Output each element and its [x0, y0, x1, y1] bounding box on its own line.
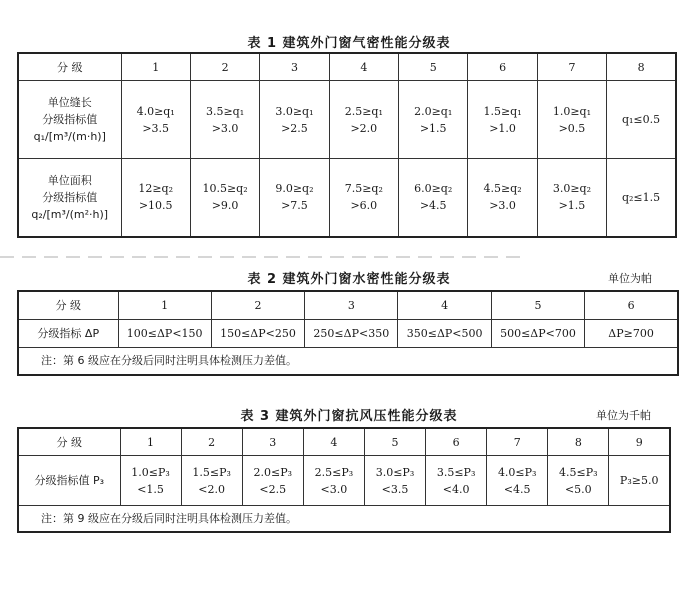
table1-header-row — [18, 53, 676, 81]
table3-row-label: 分级指标值 P₃ — [18, 456, 120, 506]
table1-grade: 7 — [537, 53, 606, 81]
range-upper: 1.0≥q₁ — [552, 104, 592, 118]
range-lower: >0.5 — [558, 121, 586, 135]
table3-value-row — [18, 456, 670, 506]
range-upper: 6.0≥q₂ — [414, 182, 453, 196]
table2-grade: 4 — [398, 291, 491, 319]
table3-cell — [364, 456, 425, 506]
range-lower: >3.5 — [142, 121, 170, 135]
range-upper: 2.5≥q₁ — [344, 104, 383, 118]
table1-row-q1 — [18, 81, 676, 159]
range-lower: >10.5 — [138, 199, 173, 213]
label-line: q₁/[m³/(m·h)] — [33, 130, 106, 143]
range-upper: 12≥q₂ — [138, 182, 174, 196]
range-lower: 1.0≤P₃ — [131, 465, 170, 479]
table2-cell: ΔP≥700 — [585, 319, 678, 347]
range-lower: >9.0 — [211, 199, 239, 213]
table1-cell — [468, 159, 537, 237]
table1-cell — [329, 159, 398, 237]
table1-cell — [468, 81, 537, 159]
table1-grade: 1 — [121, 53, 190, 81]
range-upper: 3.0≥q₁ — [275, 104, 314, 118]
table2-grade: 5 — [491, 291, 584, 319]
table3-grade: 8 — [548, 428, 609, 456]
table2-row-label: 分级指标 ΔP — [18, 319, 118, 347]
table3-cell — [487, 456, 548, 506]
label-line: 分级指标值 — [42, 113, 98, 126]
range-lower: 2.5≤P₃ — [314, 465, 354, 479]
range-lower: >4.5 — [419, 199, 447, 213]
table2-cell: 350≤ΔP<500 — [398, 319, 491, 347]
range-lower: 2.0≤P₃ — [253, 465, 293, 479]
table1-cell — [121, 159, 190, 237]
table1-grade: 8 — [607, 53, 676, 81]
range-upper: 3.5≥q₁ — [205, 104, 245, 118]
table1-row-q2 — [18, 159, 676, 237]
range-upper: <4.5 — [503, 482, 531, 496]
table3-note-row — [18, 506, 670, 532]
table2-note-row — [18, 347, 678, 375]
table2-unit: 单位为帕 — [608, 272, 652, 285]
label-line: 单位缝长 — [47, 96, 92, 109]
table2-grade: 3 — [305, 291, 398, 319]
range-upper: <5.0 — [564, 482, 592, 496]
table2-grade-label: 分 级 — [18, 291, 118, 319]
table1-cell — [537, 159, 606, 237]
table1-row2-label — [18, 159, 121, 237]
range-upper: <2.5 — [259, 482, 287, 496]
table1-grade: 6 — [468, 53, 537, 81]
range-lower: >2.5 — [281, 121, 308, 135]
range-lower: 3.0≤P₃ — [375, 465, 415, 479]
table2-grade: 2 — [211, 291, 304, 319]
table1-grade: 3 — [260, 53, 329, 81]
table1-cell — [260, 81, 329, 159]
range-upper: <4.0 — [442, 482, 470, 496]
table1-grade-label: 分 级 — [18, 53, 121, 81]
range-upper: 4.5≥q₂ — [483, 182, 522, 196]
table3-cell — [120, 456, 181, 506]
range-lower: 1.5≤P₃ — [192, 465, 231, 479]
label-line: 分级指标值 — [42, 190, 98, 204]
range-upper: 3.0≥q₂ — [552, 182, 592, 196]
table3-grade: 1 — [120, 428, 181, 456]
range-upper: 9.0≥q₂ — [275, 182, 314, 196]
table1-row1-label — [18, 81, 121, 159]
range-upper: <3.5 — [381, 482, 409, 496]
table3-grade: 4 — [303, 428, 364, 456]
table2-cell: 100≤ΔP<150 — [118, 319, 211, 347]
table3-wind-pressure — [17, 427, 671, 533]
range-lower: >3.0 — [489, 199, 516, 213]
table3-grade: 9 — [609, 428, 670, 456]
range-lower: >7.5 — [281, 199, 308, 213]
table3-cell — [548, 456, 609, 506]
range-lower: 4.0≤P₃ — [497, 465, 537, 479]
table1-cell — [399, 159, 468, 237]
table1-cell — [121, 81, 190, 159]
table2-grade: 6 — [585, 291, 678, 319]
range-upper: <2.0 — [198, 482, 226, 496]
scan-artifact-line — [0, 256, 520, 258]
table1-cell — [190, 81, 259, 159]
table3-unit: 单位为千帕 — [596, 409, 651, 422]
range-lower: >2.0 — [350, 121, 378, 135]
table1-grade: 4 — [329, 53, 398, 81]
table1-cell — [537, 81, 606, 159]
table3-cell — [303, 456, 364, 506]
table1-grade: 2 — [190, 53, 259, 81]
table3-grade: 3 — [242, 428, 303, 456]
range-upper: 10.5≥q₂ — [202, 182, 248, 196]
table2-value-row — [18, 319, 678, 347]
table3-grade-label: 分 级 — [18, 428, 120, 456]
table1-cell: q₂≤1.5 — [607, 159, 676, 237]
table3-note: 注：第 9 级应在分级后同时注明具体检测压力差值。 — [18, 506, 670, 532]
range-upper: 1.5≥q₁ — [483, 104, 522, 118]
table2-note: 注：第 6 级应在分级后同时注明具体检测压力差值。 — [18, 347, 678, 375]
table1-airtightness — [17, 52, 677, 238]
range-lower: >6.0 — [350, 199, 378, 213]
table2-grade: 1 — [118, 291, 211, 319]
label-line: q₂/[m³/(m²·h)] — [31, 207, 109, 221]
table3-grade: 7 — [487, 428, 548, 456]
table3-cell — [181, 456, 242, 506]
range-upper: <1.5 — [137, 482, 164, 496]
range-lower: >1.5 — [419, 121, 447, 135]
table1-cell — [329, 81, 398, 159]
table2-header-row — [18, 291, 678, 319]
table2-watertightness — [17, 290, 679, 376]
table3-caption: 表 3 建筑外门窗抗风压性能分级表 — [240, 409, 458, 424]
table3-grade: 5 — [364, 428, 425, 456]
table1-grade: 5 — [399, 53, 468, 81]
range-upper: <3.0 — [320, 482, 348, 496]
table3-header-row — [18, 428, 670, 456]
table1-cell: q₁≤0.5 — [607, 81, 676, 159]
table3-cell — [242, 456, 303, 506]
table3-cell — [426, 456, 487, 506]
table2-cell: 150≤ΔP<250 — [211, 319, 304, 347]
range-upper: 2.0≥q₁ — [414, 104, 453, 118]
range-upper: 4.0≥q₁ — [136, 104, 175, 118]
range-lower: 4.5≤P₃ — [559, 465, 598, 479]
table2-caption: 表 2 建筑外门窗水密性能分级表 — [247, 272, 451, 287]
table1-caption: 表 1 建筑外门窗气密性能分级表 — [247, 36, 451, 51]
table3-grade: 2 — [181, 428, 242, 456]
table2-cell: 250≤ΔP<350 — [305, 319, 398, 347]
table1-cell — [399, 81, 468, 159]
range-lower: >1.5 — [558, 199, 586, 213]
range-lower: 3.5≤P₃ — [436, 465, 476, 479]
range-upper: 7.5≥q₂ — [344, 182, 383, 196]
label-line: 单位面积 — [47, 173, 92, 187]
table3-grade: 6 — [426, 428, 487, 456]
range-lower: >3.0 — [211, 121, 239, 135]
table3-cell: P₃≥5.0 — [609, 456, 670, 506]
table1-cell — [260, 159, 329, 237]
table2-cell: 500≤ΔP<700 — [491, 319, 584, 347]
table1-cell — [190, 159, 259, 237]
range-lower: >1.0 — [489, 121, 516, 135]
